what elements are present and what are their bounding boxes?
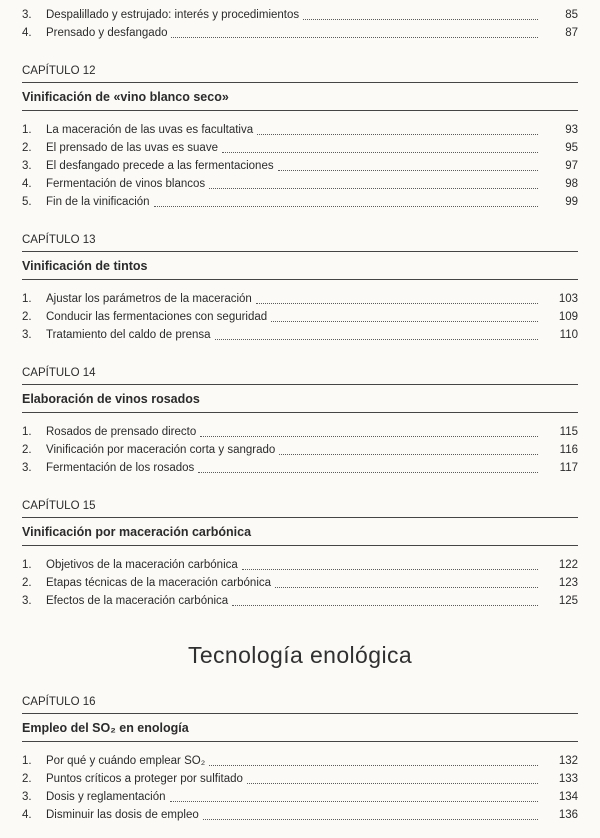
chapter-entries — [22, 290, 578, 344]
toc-entry-page: 103 — [558, 293, 578, 305]
chapter-entries — [22, 752, 578, 824]
dot-leader — [267, 308, 544, 326]
toc-entry-title: Rosados de prensado directo — [46, 426, 197, 438]
toc-entry-page: 110 — [559, 329, 578, 341]
toc-entry-title: Tratamiento del caldo de prensa — [46, 329, 211, 341]
toc-entry-title: Disminuir las dosis de empleo — [46, 809, 199, 821]
dot-leader — [199, 806, 544, 824]
chapter-entries — [22, 556, 578, 610]
toc-entry-page: 116 — [559, 444, 578, 456]
part-title: Tecnología enológica — [187, 642, 413, 668]
toc-entry-number: 1. — [22, 559, 32, 571]
toc-entry-page: 93 — [565, 124, 578, 136]
chapter-entries — [22, 423, 578, 477]
toc-entry-number: 3. — [22, 9, 32, 21]
toc-entry-number: 3. — [22, 791, 32, 803]
dot-leader — [194, 459, 544, 477]
toc-entry — [22, 441, 578, 459]
continuation-entries — [22, 6, 578, 42]
chapter-label: CAPÍTULO 13 — [22, 233, 578, 252]
toc-entry — [22, 308, 578, 326]
toc-entry-number: 1. — [22, 124, 32, 136]
toc-entry-page: 117 — [559, 462, 578, 474]
toc-entry-number: 1. — [22, 426, 32, 438]
toc-entry-title: Puntos críticos a proteger por sulfitado — [46, 773, 243, 785]
toc-entry-page: 97 — [565, 160, 578, 172]
dot-leader — [150, 193, 544, 211]
dot-leader — [238, 556, 544, 574]
toc-entry — [22, 6, 578, 24]
toc-entry-number: 5. — [22, 196, 32, 208]
toc-entry — [22, 459, 578, 477]
toc-entry-number: 3. — [22, 462, 32, 474]
toc-entry-title: Efectos de la maceración carbónica — [46, 595, 229, 607]
toc-entry-title: La maceración de las uvas es facultativa — [46, 124, 254, 136]
toc-entry-title: Por qué y cuándo emplear SO₂ — [46, 755, 206, 767]
toc-entry-title: El prensado de las uvas es suave — [46, 142, 218, 154]
toc-entry-page: 85 — [565, 9, 578, 21]
toc-entry-page: 132 — [558, 755, 578, 767]
toc-entry-page: 95 — [565, 142, 578, 154]
chapter-title: Vinificación por maceración carbónica — [22, 518, 578, 546]
toc-entry-number: 2. — [22, 444, 32, 456]
dot-leader — [228, 592, 544, 610]
chapter-title: Empleo del SO₂ en enología — [22, 714, 578, 742]
dot-leader — [196, 423, 544, 441]
toc-entry — [22, 139, 578, 157]
toc-entry-page: 87 — [565, 27, 578, 39]
toc-entry-title: Conducir las fermentaciones con seguridad — [46, 311, 268, 323]
chapter-title: Elaboración de vinos rosados — [22, 385, 578, 413]
toc-entry — [22, 24, 578, 42]
toc-entry-title: Objetivos de la maceración carbónica — [46, 559, 238, 571]
dot-leader — [167, 24, 544, 42]
toc-entry-number: 2. — [22, 311, 32, 323]
toc-entry-page: 115 — [559, 426, 578, 438]
toc-entry-number: 4. — [22, 809, 32, 821]
toc-entry-title: Despalillado y estrujado: interés y procedimientos — [46, 9, 300, 21]
toc-entry-page: 134 — [558, 791, 578, 803]
toc-entry-number: 3. — [22, 329, 32, 341]
dot-leader — [252, 290, 544, 308]
toc-entry-page: 123 — [558, 577, 578, 589]
dot-leader — [205, 175, 544, 193]
chapter-label: CAPÍTULO 15 — [22, 499, 578, 518]
toc-entry-number: 4. — [22, 178, 32, 190]
toc-entry — [22, 592, 578, 610]
toc-entry — [22, 157, 578, 175]
toc-entry-number: 2. — [22, 773, 32, 785]
toc-entry — [22, 121, 578, 139]
toc-entry-page: 133 — [558, 773, 578, 785]
dot-leader — [218, 139, 544, 157]
toc-entry-number: 3. — [22, 160, 32, 172]
chapter-block-16 — [22, 695, 578, 824]
toc-entry-title: Fin de la vinificación — [46, 196, 150, 208]
toc-entry-title: Etapas técnicas de la maceración carbónica — [46, 577, 272, 589]
toc-entry-title: Vinificación por maceración corta y sangrado — [46, 444, 276, 456]
toc-entry — [22, 290, 578, 308]
dot-leader — [211, 326, 544, 344]
toc-entry-number: 3. — [22, 595, 32, 607]
toc-entry-page: 125 — [558, 595, 578, 607]
chapter-label: CAPÍTULO 14 — [22, 366, 578, 385]
toc-entry — [22, 788, 578, 806]
toc-entry — [22, 752, 578, 770]
toc-entry — [22, 556, 578, 574]
toc-entry — [22, 574, 578, 592]
toc-entry-title: Fermentación de los rosados — [46, 462, 195, 474]
toc-entry — [22, 806, 578, 824]
dot-leader — [271, 574, 544, 592]
dot-leader — [274, 157, 544, 175]
chapter-block-13 — [22, 233, 578, 344]
chapter-label: CAPÍTULO 16 — [22, 695, 578, 714]
chapter-title: Vinificación de «vino blanco seco» — [22, 83, 578, 111]
toc-entry-title: Ajustar los parámetros de la maceración — [46, 293, 252, 305]
toc-entry — [22, 770, 578, 788]
chapter-title: Vinificación de tintos — [22, 252, 578, 280]
toc-entry-number: 4. — [22, 27, 32, 39]
dot-leader — [205, 752, 544, 770]
dot-leader — [299, 6, 544, 24]
chapter-entries — [22, 121, 578, 211]
toc-entry-title: Fermentación de vinos blancos — [46, 178, 206, 190]
toc-entry — [22, 423, 578, 441]
toc-entry-title: El desfangado precede a las fermentaciones — [46, 160, 274, 172]
chapter-block-14 — [22, 366, 578, 477]
toc-entry-title: Prensado y desfangado — [46, 27, 168, 39]
toc-entry-page: 136 — [558, 809, 578, 821]
toc-entry — [22, 175, 578, 193]
dot-leader — [166, 788, 544, 806]
toc-entry-page: 122 — [558, 559, 578, 571]
toc-entry-number: 1. — [22, 755, 32, 767]
toc-entry-number: 2. — [22, 142, 32, 154]
toc-entry-title: Dosis y reglamentación — [46, 791, 166, 803]
toc-entry-number: 1. — [22, 293, 32, 305]
chapter-block-15 — [22, 499, 578, 610]
dot-leader — [275, 441, 544, 459]
toc-entry — [22, 193, 578, 211]
dot-leader — [243, 770, 544, 788]
chapter-label: CAPÍTULO 12 — [22, 64, 578, 83]
toc-entry-number: 2. — [22, 577, 32, 589]
dot-leader — [253, 121, 544, 139]
toc-entry-page: 98 — [565, 178, 578, 190]
chapter-block-12 — [22, 64, 578, 211]
toc-entry-page: 99 — [565, 196, 578, 208]
toc-entry-page: 109 — [558, 311, 578, 323]
toc-entry — [22, 326, 578, 344]
